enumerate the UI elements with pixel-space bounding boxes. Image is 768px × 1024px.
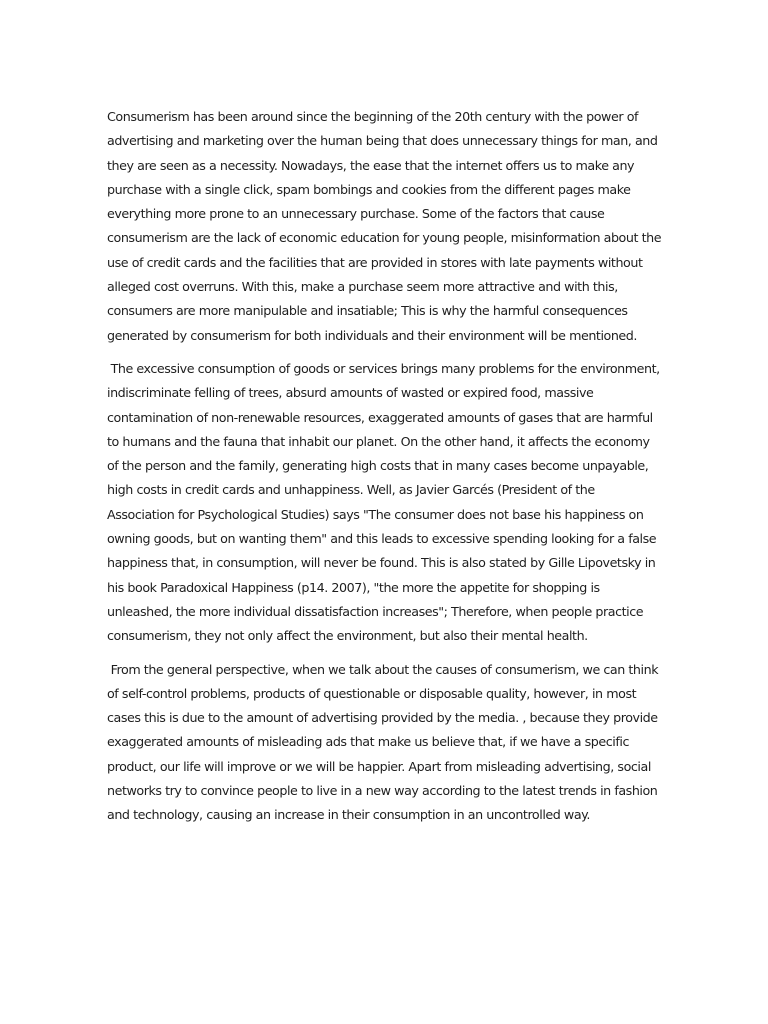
paragraph-causes: From the general perspective, when we talk about the causes of consumerism, we can think of self-control problems, products of questionable or disposable quality, however, in most cases this is due to the amount of advertising provided by the media. , because they provide exaggerated amounts of misleading ads that make us believe that, if we have a specific product, our life will improve or we will be happier. Apart from misleading advertising, social networks try to convince people to live in a new way according to the latest trends in fashion and technology, causing an increase in their consumption in an uncontrolled way.	[107, 661, 662, 823]
paragraph-consequences: The excessive consumption of goods or services brings many problems for the environment, indiscriminate felling of trees, absurd amounts of wasted or expired food, massive contamination of non-renewable resources, exaggerated amounts of gases that are harmful to humans and the fauna that inhabit our planet. On the other hand, it affects the economy of the person and the family, generating high costs that in many cases become unpayable, high costs in credit cards and unhappiness. Well, as Javier Garcés (President of the Association for Psychological Studies) says "The consumer does not base his happiness on owning goods, but on wanting them" and this leads to excessive spending looking for a false happiness that, in consumption, will never be found. This is also stated by Gille Lipovetsky in his book Paradoxical Happiness (p14. 2007), "the more the appetite for shopping is unleashed, the more individual dissatisfaction increases"; Therefore, when people practice consumerism, they not only affect the environment, but also their mental health.	[107, 360, 664, 644]
paragraph-intro: Consumerism has been around since the beginning of the 20th century with the power of advertising and marketing over the human being that does unnecessary things for man, and they are seen as a necessity. Nowadays, the ease that the internet offers us to make any purchase with a single click, spam bombings and cookies from the different pages make everything more prone to an unnecessary purchase. Some of the factors that cause consumerism are the lack of economic education for young people, misinformation about the use of credit cards and the facilities that are provided in stores with late payments without alleged cost overruns. With this, make a purchase seem more attractive and with this, consumers are more manipulable and insatiable; This is why the harmful consequences generated by consumerism for both individuals and their environment will be mentioned.	[107, 109, 665, 343]
document-body	[107, 105, 663, 828]
